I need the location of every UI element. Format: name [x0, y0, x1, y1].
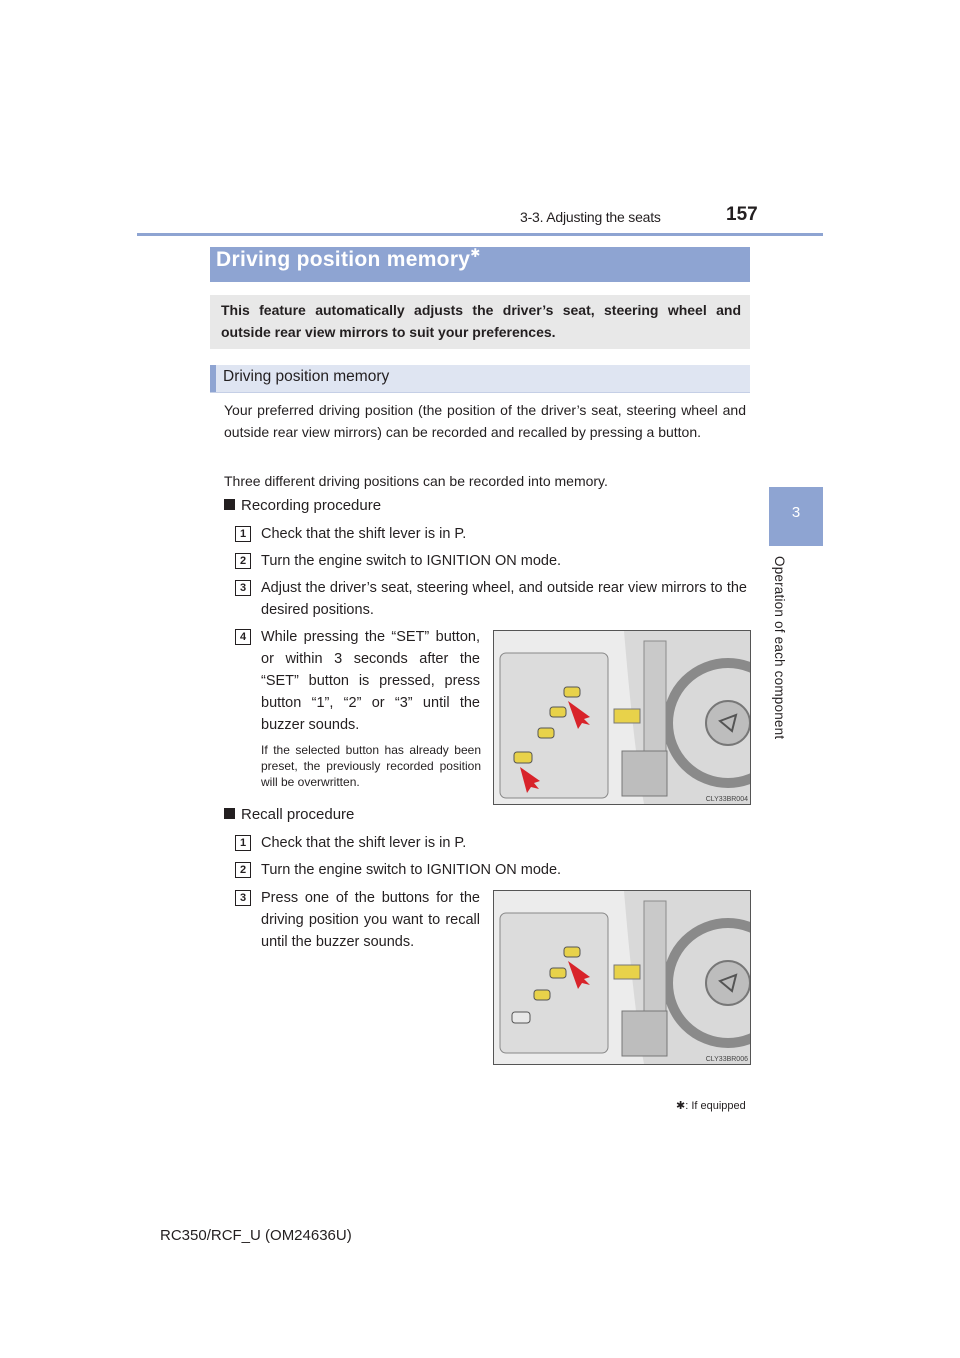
memory-switch-illustration [494, 631, 750, 804]
page-number: 157 [726, 204, 758, 225]
step-number: 3 [235, 890, 251, 906]
step-number: 1 [235, 835, 251, 851]
header-rule [137, 233, 823, 236]
manual-code: RC350/RCF_U (OM24636U) [160, 1227, 352, 1244]
subsection-accent [210, 365, 216, 392]
step-number: 1 [235, 526, 251, 542]
figure-recall [493, 890, 751, 1065]
step-text: Adjust the driver’s seat, steering wheel, and outside rear view mirrors to the desired positions. [261, 580, 747, 618]
square-bullet-icon [224, 808, 235, 819]
step-text: Check that the shift lever is in P. [261, 526, 467, 542]
chapter-tab-label: Operation of each component [772, 556, 787, 740]
intro-text: This feature automatically adjusts the driver’s seat, steering wheel and outside rear view mirrors to suit your preferences. [221, 302, 741, 340]
footnote [676, 1099, 746, 1112]
step-text: Turn the engine switch to IGNITION ON mode. [261, 553, 562, 569]
figure-code: CLY33BR004 [705, 796, 748, 803]
footnote-text: : If equipped [685, 1100, 746, 1112]
subsection-title: Driving position memory [223, 368, 390, 385]
page-title [216, 248, 481, 272]
recording-heading-text: Recording procedure [241, 497, 382, 514]
recording-heading [224, 497, 381, 514]
figure-code: CLY33BR006 [705, 1056, 748, 1063]
step-note: If the selected button has already been preset, the previously recorded position will be overwritten. [261, 743, 481, 789]
step-number: 4 [235, 629, 251, 645]
paragraph: Your preferred driving position (the position of the driver’s seat, steering wheel and outside rear view mirrors) can be recorded and recalled by pressing a button. [224, 402, 746, 440]
paragraph: Three different driving positions can be recorded into memory. [224, 473, 608, 489]
page-title-text: Driving position memory [216, 248, 471, 271]
step-number: 3 [235, 580, 251, 596]
memory-switch-illustration [494, 891, 750, 1064]
step-text: Turn the engine switch to IGNITION ON mode. [261, 862, 562, 878]
if-equipped-marker-icon: ✱ [470, 246, 481, 260]
step-text: Check that the shift lever is in P. [261, 835, 467, 851]
recall-heading [224, 806, 354, 823]
square-bullet-icon [224, 499, 235, 510]
if-equipped-marker-icon: ✱ [676, 1100, 686, 1112]
step-number: 2 [235, 553, 251, 569]
section-title: 3-3. Adjusting the seats [520, 209, 661, 225]
step-text: Press one of the buttons for the driving position you want to recall until the buzzer sounds. [261, 890, 480, 950]
step-number: 2 [235, 862, 251, 878]
chapter-tab-number: 3 [791, 504, 801, 521]
figure-recording [493, 630, 751, 805]
step-text: While pressing the “SET” button, or within 3 seconds after the “SET” button is pressed, press button “1”, “2” or “3” until the buzzer sounds. [261, 629, 480, 733]
recall-heading-text: Recall procedure [241, 806, 355, 823]
